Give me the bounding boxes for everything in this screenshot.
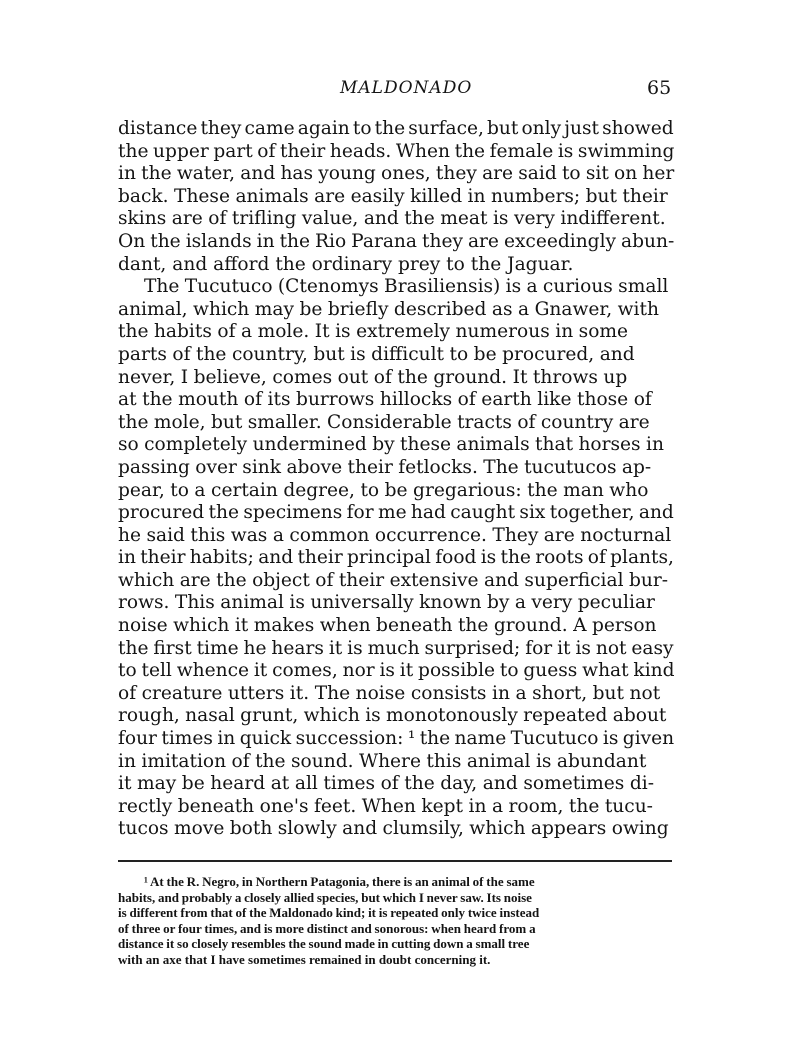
body-line: in imitation of the sound. Where this animal is abundant <box>118 750 647 772</box>
body-line: in the water, and has young ones, they are said to sit on her <box>118 163 675 185</box>
footnote-line: with an axe that I have sometimes remained in doubt concerning it. <box>118 951 491 967</box>
body-line: noise which it makes when beneath the ground. A person <box>118 615 657 637</box>
body-line: passing over sink above their fetlocks. The tucutucos ap- <box>118 456 652 478</box>
body-line: parts of the country, but is difficult to be procured, and <box>118 343 635 365</box>
body-line: of creature utters it. The noise consists in a short, but not <box>118 682 661 704</box>
body-line: the habits of a mole. It is extremely numerous in some <box>118 321 629 343</box>
body-line: in their habits; and their principal food is the roots of plants, <box>118 547 674 569</box>
body-line: pear, to a certain degree, to be gregarious: the man who <box>118 479 649 501</box>
body-line: to tell whence it comes, nor is it possible to guess what kind <box>118 660 675 682</box>
footnote-line: of three or four times, and is more distinct and sonorous: when heard from a <box>118 920 536 936</box>
body-line: so completely undermined by these animals that horses in <box>118 434 664 456</box>
body-line: rows. This animal is universally known by a very peculiar <box>118 592 655 614</box>
body-line: never, I believe, comes out of the ground. It throws up <box>118 366 628 388</box>
body-line: which are the object of their extensive and superficial bur- <box>118 569 669 591</box>
body-line: animal, which may be briefly described as a Gnawer, with <box>118 298 659 320</box>
footnote-rule <box>118 860 672 862</box>
body-line: he said this was a common occurrence. They are nocturnal <box>118 524 672 546</box>
body-line: rough, nasal grunt, which is monotonously repeated about <box>118 705 667 727</box>
body-line: The Tucutuco (Ctenomys Brasiliensis) is a curious small <box>144 276 669 298</box>
footnote-line: distance it so closely resembles the sound made in cutting down a small tree <box>118 936 530 951</box>
footnote-line: habits, and probably a closely allied species, but which I never saw. Its noise <box>118 889 532 905</box>
body-line: the first time he hears it is much surprised; for it is not easy <box>118 637 674 659</box>
running-title: MALDONADO <box>340 78 473 98</box>
body-line: On the islands in the Rio Parana they are exceedingly abun- <box>118 230 675 252</box>
body-line: distance they came again to the surface, but only just showed <box>118 118 674 139</box>
body-line: back. These animals are easily killed in numbers; but their <box>118 185 668 207</box>
footnote-line: is different from that of the Maldonado kind; it is repeated only twice instead <box>118 905 540 920</box>
body-line: procured the specimens for me had caught six together, and <box>118 502 674 524</box>
page-number: 65 <box>647 77 672 99</box>
body-line: tucos move both slowly and clumsily, which appears owing <box>118 818 669 840</box>
body-text <box>118 118 678 841</box>
footnote <box>118 874 678 967</box>
body-line: the upper part of their heads. When the female is swimming <box>118 140 675 162</box>
body-line: at the mouth of its burrows hillocks of earth like those of <box>118 389 652 411</box>
body-line: four times in quick succession: ¹ the name Tucutuco is given <box>118 728 675 750</box>
body-line: it may be heard at all times of the day, and sometimes di- <box>118 773 655 795</box>
footnote-line: ¹ At the R. Negro, in Northern Patagonia, there is an animal of the same <box>144 874 535 889</box>
body-line: rectly beneath one's feet. When kept in a room, the tucu- <box>118 795 653 817</box>
body-line: skins are of trifling value, and the meat is very indifferent. <box>118 208 666 230</box>
body-line: the mole, but smaller. Considerable tracts of country are <box>118 411 650 433</box>
body-line: dant, and afford the ordinary prey to the Jaguar. <box>118 253 574 275</box>
